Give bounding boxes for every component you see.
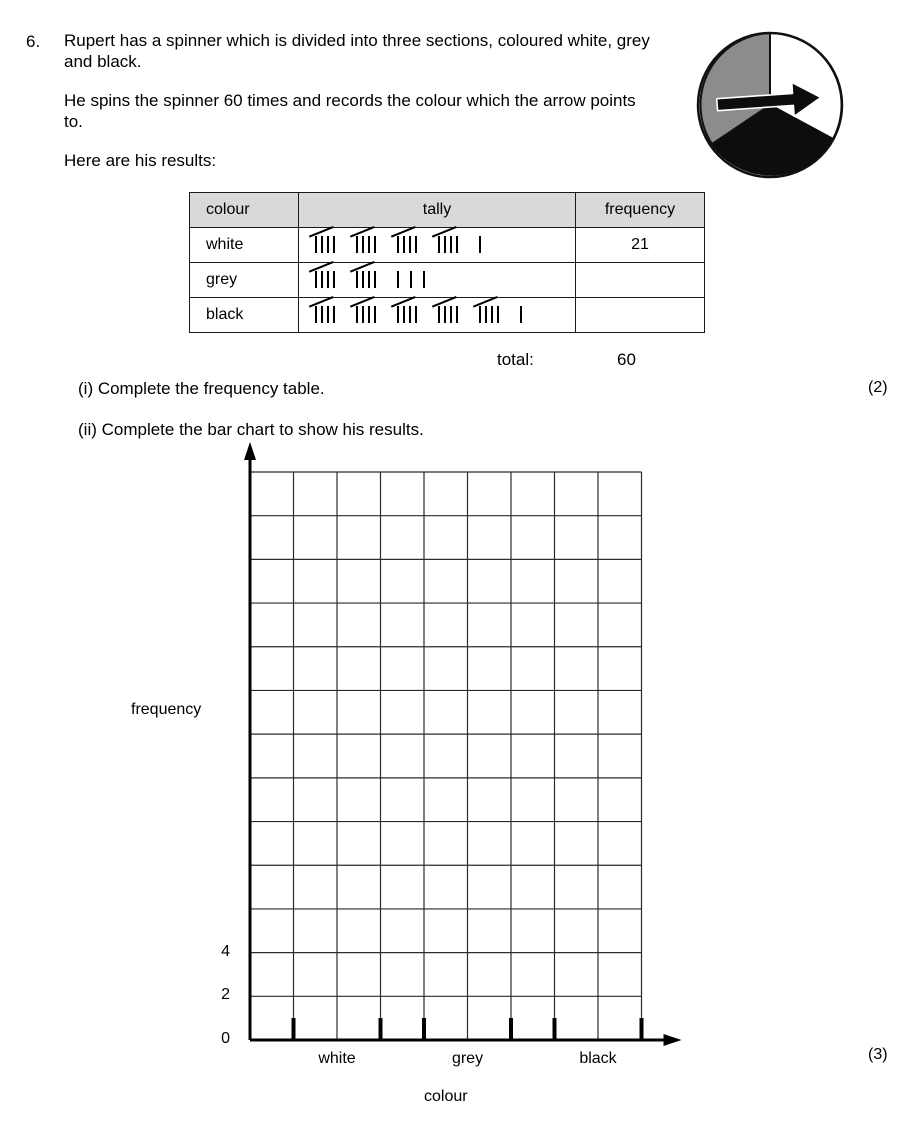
tally-group-of-five	[313, 305, 344, 325]
cell-colour-grey: grey	[190, 263, 299, 298]
x-axis-label: colour	[424, 1088, 468, 1105]
cell-colour-white: white	[190, 228, 299, 263]
question-paragraph-2: He spins the spinner 60 times and records the colour which the arrow points to.	[64, 91, 636, 131]
tally-group-of-five	[436, 305, 467, 325]
tally-marks-grey	[313, 270, 434, 290]
spinner-diagram	[690, 25, 850, 185]
cell-tally-grey	[299, 263, 576, 298]
tally-group-of-five	[313, 235, 344, 255]
question-text-block	[64, 30, 654, 171]
cell-colour-black: black	[190, 298, 299, 333]
total-value: 60	[617, 350, 636, 369]
tally-group-of-five	[477, 305, 508, 325]
y-tick-label: 2	[221, 986, 230, 1004]
cell-tally-black	[299, 298, 576, 333]
total-label: total:	[497, 350, 534, 369]
table-row	[190, 298, 705, 333]
tally-group-of-five	[354, 235, 385, 255]
marks-ii: (3)	[868, 1046, 888, 1063]
table-row	[190, 263, 705, 298]
cell-tally-white	[299, 228, 576, 263]
subquestion-i: (i) Complete the frequency table.	[78, 379, 325, 398]
header-frequency: frequency	[576, 193, 705, 228]
tally-frequency-table	[189, 192, 705, 333]
question-paragraph-3: Here are his results:	[64, 151, 217, 170]
marks-i: (2)	[868, 379, 888, 396]
table-header-row	[190, 193, 705, 228]
header-colour: colour	[190, 193, 299, 228]
tally-group-of-five	[436, 235, 467, 255]
question-number: 6.	[26, 32, 41, 51]
tally-marks-black	[313, 305, 531, 325]
tally-group-of-five	[395, 305, 426, 325]
tally-group-of-five	[354, 270, 385, 290]
x-category-label-white: white	[318, 1050, 356, 1067]
tally-marks-white	[313, 235, 490, 255]
x-axis-arrowhead	[664, 1034, 682, 1046]
chart-axes	[244, 442, 682, 1046]
y-tick-label: 0	[221, 1030, 230, 1047]
tally-single-mark	[408, 270, 416, 290]
chart-gridlines	[250, 472, 642, 1040]
cell-frequency-white[interactable]: 21	[576, 228, 705, 263]
tally-group-of-five	[354, 305, 385, 325]
tally-single-mark	[477, 235, 485, 255]
cell-frequency-black[interactable]	[576, 298, 705, 333]
header-tally: tally	[299, 193, 576, 228]
tally-single-mark	[518, 305, 526, 325]
chart-x-ticks	[294, 1018, 642, 1040]
y-axis-label: frequency	[131, 701, 202, 718]
question-paragraph-1: Rupert has a spinner which is divided into three sections, coloured white, grey and black.	[64, 31, 650, 71]
tally-single-mark	[421, 270, 429, 290]
tally-group-of-five	[313, 270, 344, 290]
x-category-label-black: black	[579, 1050, 617, 1067]
tally-group-of-five	[395, 235, 426, 255]
cell-frequency-grey[interactable]	[576, 263, 705, 298]
x-category-label-grey: grey	[451, 1050, 484, 1067]
y-axis-arrowhead	[244, 442, 256, 460]
tally-single-mark	[395, 270, 403, 290]
y-tick-label: 4	[221, 942, 230, 960]
table-row	[190, 228, 705, 263]
subquestion-ii: (ii) Complete the bar chart to show his results.	[78, 420, 424, 439]
